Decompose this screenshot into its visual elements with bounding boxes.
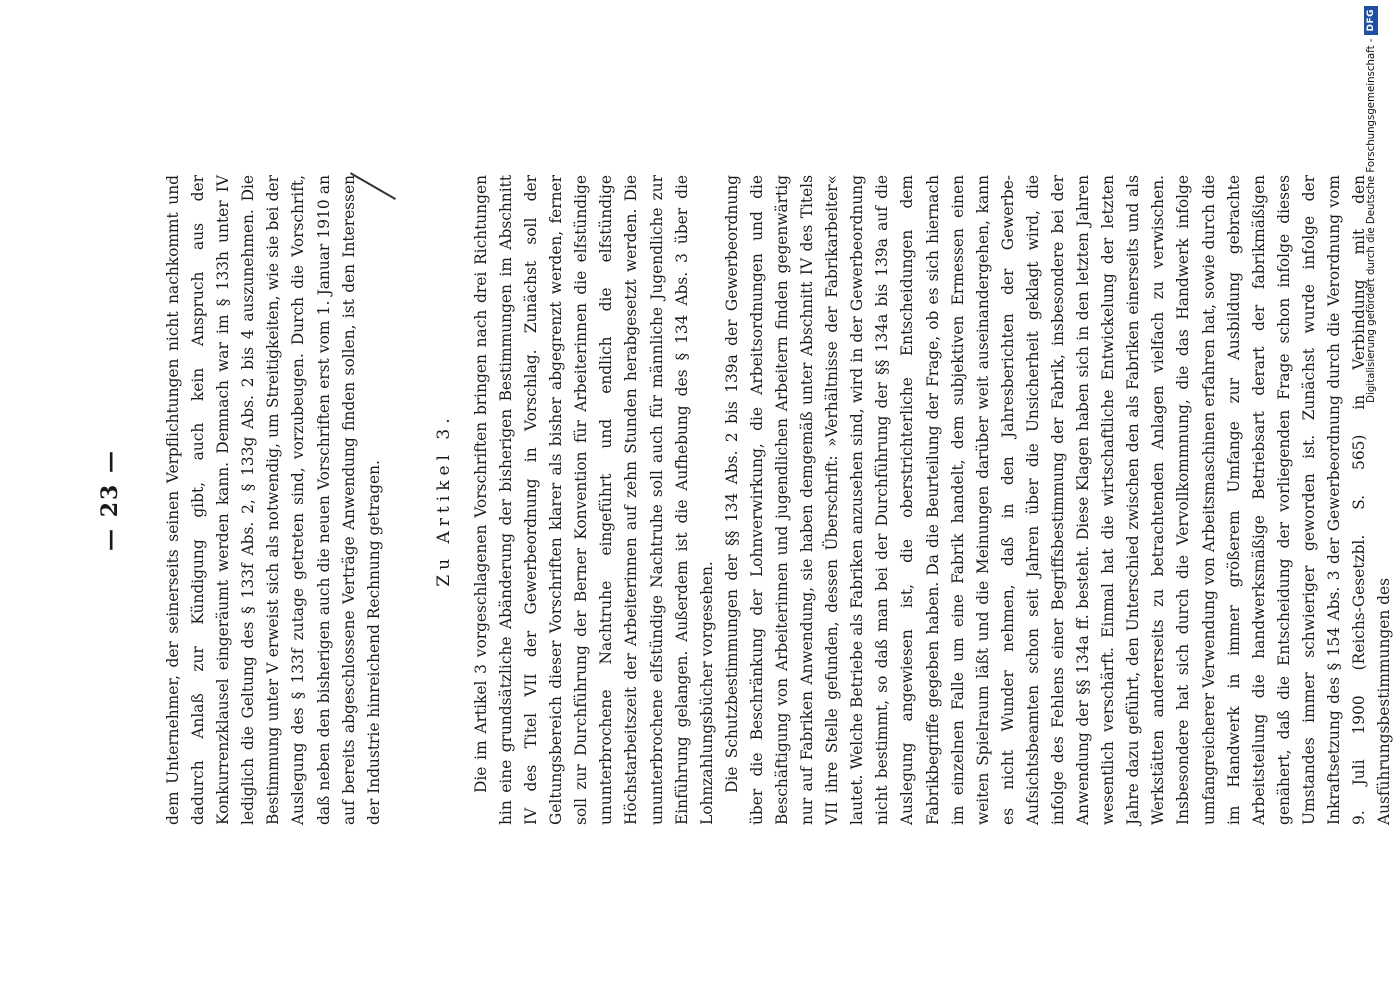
section-heading: Zu Artikel 3. bbox=[433, 413, 454, 587]
page-number: — 23 — bbox=[97, 449, 123, 551]
credit-text: Digitalisierung gefördert durch die Deutsche Forschungsgemeinschaft - bbox=[1365, 38, 1377, 403]
intro-paragraph: dem Unternehmer, der seinerseits seinen Verpflichtungen nicht nachkommt und dadurch Anlaß zur Kündigung gibt, auch kein Anspruch aus der Konkurrenzklausel eingeräumt werden kann. Demnach war im § 133h unter IV lediglich die Geltung des § 133f Abs. 2, § 133g Abs. 2 bis 4 auszunehmen. Die Bestimmung unter V erweist sich als notwendig, um Streitigkeiten, wie sie bei der Auslegung des § 133f zutage getreten sind, vorzubeugen. Durch die Vorschrift, daß neben den bisherigen auch die neuen Vorschriften erst vom 1. Januar 1910 an auf bereits abgeschlossene Verträge Anwendung finden sollen, ist den Interessen der Industrie hinreichend Rechnung getragen. bbox=[164, 175, 383, 825]
digitization-credit bbox=[1360, 6, 1382, 996]
paragraph-2: Die Schutzbestimmungen der §§ 134 Abs. 2 bis 139a der Gewerbeordnung über die Beschränkung der Lohnverwirkung, die Arbeitsordnungen und die Beschäftigung von Arbeiterinnen und jugendlichen Arbeitern finden gegenwärtig nur auf Fabriken Anwendung, sie haben demgemäß unter Abschnitt IV des Titels VII ihre Stelle gefunden, dessen Überschrift: »Verhältnisse der Fabrikarbeiter« lautet. Welche Betriebe als Fabriken anzusehen sind, wird in der Gewerbeordnung nicht bestimmt, so daß man bei der Durchführung der §§ 134a bis 139a auf die Auslegung angewiesen ist, die oberstrichterliche Entscheidungen dem Fabrikbegriffe gegeben haben. Da die Beurteilung der Frage, ob es sich hiernach im einzelnen Falle um eine Fabrik handelt, dem subjektiven Ermessen einen weiten Spielraum läßt und die Meinungen darüber weit auseinandergehen, kann es nicht Wunder nehmen, daß in den Jahresberichten der Gewerbe-Aufsichtsbeamten schon seit Jahren über die Unsicherheit geklagt wird, die infolge des Fehlens einer Begriffsbestimmung der Fabrik, insbesondere bei der Anwendung der §§ 134a ff. besteht. Diese Klagen haben sich in den letzten Jahren wesentlich verschärft. Einmal hat die wirtschaftliche Entwickelung der letzten Jahre dazu geführt, den Unterschied zwischen den als Fabriken einerseits und als Werkstätten andererseits zu betrachtenden Anlagen vielfach zu verwischen. Insbesondere hat sich durch die Vervollkommnung, die das Handwerk infolge umfangreicherer Verwendung von Arbeitsmaschinen erfahren hat, sowie durch die im Handwerk in immer größerem Umfange zur Ausbildung gebrachte Arbeitsteilung die handwerksmäßige Betriebsart derart der fabrikmäßigen genähert, daß die Entscheidung der vorliegenden Frage schon infolge dieses Umstandes immer schwieriger geworden ist. Zunächst wurde infolge der Inkraftsetzung des § 154 Abs. 3 der Gewerbeordnung durch die Verordnung vom 9. Juli 1900 (Reichs-Gesetzbl. S. 565) in Verbindung mit den Ausführungsbestimmungen des bbox=[722, 175, 1394, 825]
paragraph-1: Die im Artikel 3 vorgeschlagenen Vorschriften bringen nach drei Richtungen hin eine grundsätzliche Abänderung der bisherigen Bestimmungen im Abschnitt IV des Titel VII der Gewerbeordnung in Vorschlag. Zunächst soll der Geltungsbereich dieser Vorschriften klarer als bisher abgegrenzt werden, ferner soll zur Durchführung der Berner Konvention für Arbeiterinnen die elfstündige ununterbrochene Nachtruhe eingeführt und endlich die elfstündige Höchstarbeitszeit der Arbeiterinnen auf zehn Stunden herabgesetzt werden. Die ununterbrochene elfstündige Nachtruhe soll auch für männliche Jugendliche zur Einführung gelangen. Außerdem ist die Aufhebung des § 134 Abs. 3 über die Lohnzahlungsbücher vorgesehen. bbox=[471, 175, 716, 825]
dfg-logo: DFG bbox=[1364, 6, 1378, 35]
